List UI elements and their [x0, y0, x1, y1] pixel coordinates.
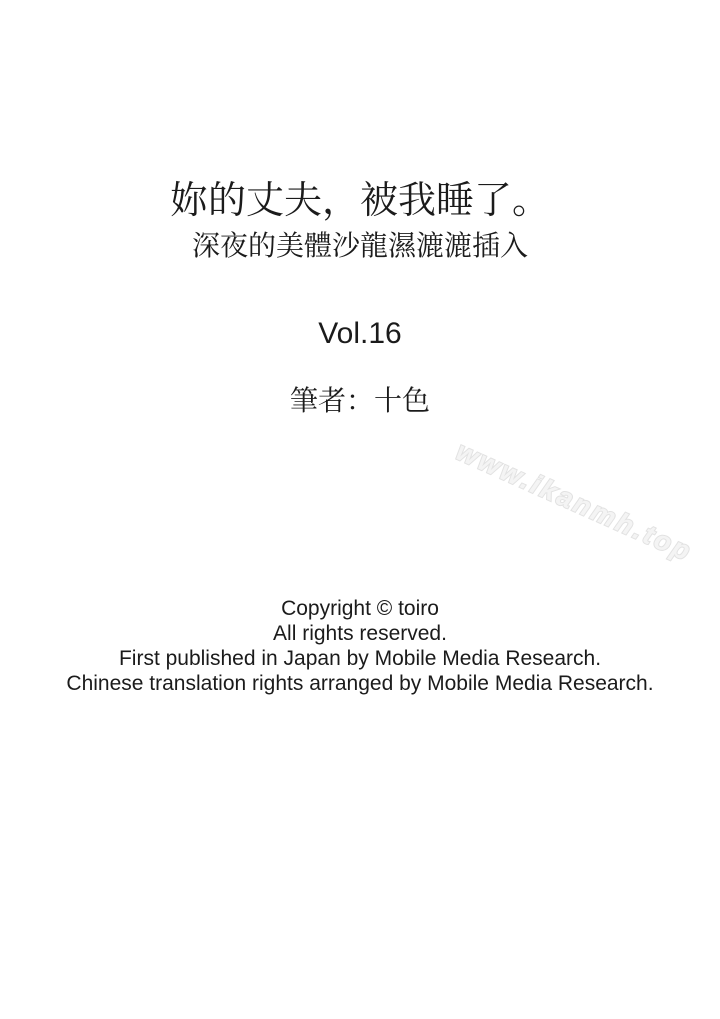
episode-subtitle: 深夜的美體沙龍濕漉漉插入 [191, 230, 528, 261]
copyright-line: All rights reserved. [273, 622, 447, 645]
series-title: 妳的丈夫，被我睡了。 [169, 180, 550, 222]
copyright-block [0, 596, 720, 696]
site-watermark: www.ikanmh.top [451, 436, 698, 568]
author-line: 筆者：十色 [289, 385, 430, 416]
copyright-line: First published in Japan by Mobile Media Research. [118, 647, 602, 670]
copyright-line: Chinese translation rights arranged by Mobile Media Research. [66, 672, 654, 695]
copyright-line: Copyright © toiro [281, 597, 439, 620]
volume-number: Vol.16 [318, 317, 402, 350]
